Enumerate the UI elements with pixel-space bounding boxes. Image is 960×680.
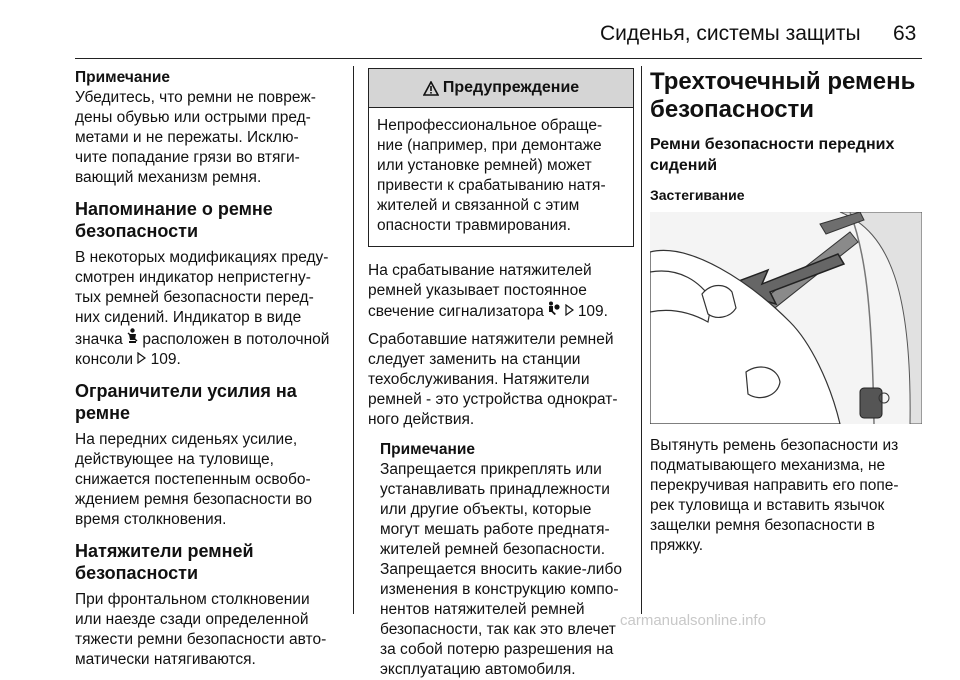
reminder-heading: Напоминание о ремне безопасности: [75, 199, 273, 241]
reminder-paragraph: [75, 248, 345, 370]
limiter-heading: Ограничители усилия на ремне: [75, 381, 297, 423]
section-subtitle: Ремни безопасности передних сидений: [650, 136, 895, 174]
warning-header: [369, 69, 633, 108]
seatbelt-illustration: [650, 212, 922, 424]
reminder-text-1: В некоторых модификациях преду- смотрен индикатор непристегну- тых ремней безопасности перед- них сидений. Индикатор в виде значка: [75, 249, 329, 348]
pretensioner-text: При фронтальном столкновении или наезде сзади определенной тяжести ремни безопасности авто- матически натягиваются.: [75, 591, 327, 668]
warning-triangle-icon: [423, 81, 439, 96]
right-column: [650, 68, 922, 556]
pretensioner-indicator-paragraph: [368, 261, 634, 322]
seatbelt-drawing: [650, 212, 922, 424]
section-title: Трехточечный ремень безопасности: [650, 68, 916, 123]
reminder-page-link[interactable]: 109.: [150, 351, 181, 368]
watermark: carmanualsonline.info: [620, 612, 766, 629]
column-divider-1: [353, 66, 354, 614]
para1-text: На срабатывание натяжителей ремней указывает постоянное свечение сигнализатора: [368, 262, 592, 320]
page-number: 63: [893, 22, 917, 45]
note-text: Убедитесь, что ремни не повреж- дены обувью или острыми пред- метами и не пережаты. Исклю- чите попадание грязи во втяги- вающий механизм ремня.: [75, 89, 316, 186]
middle-note-heading: Примечание: [380, 441, 475, 458]
airbag-warning-icon: [548, 301, 560, 322]
warning-box: [368, 68, 634, 247]
note-heading: Примечание: [75, 69, 170, 86]
column-divider-2: [641, 66, 642, 614]
middle-note: [368, 440, 634, 680]
page-header-title: Сиденья, системы защиты: [600, 22, 861, 45]
pretensioner-heading: Натяжители ремней безопасности: [75, 541, 254, 583]
limiter-text: На передних сиденьях усилие, действующее на туловище, снижается постепенным освобо- ждением ремня безопасности во время столкновения.: [75, 431, 312, 528]
left-column: [75, 68, 345, 670]
page-reference-icon: [137, 350, 146, 370]
illustration-caption: Вытянуть ремень безопасности из подматывающего механизма, не перекручивая направить его попе- рек туловища и вставить язычок защелки ремня безопасности в пряжку.: [650, 437, 899, 554]
para1-page-link[interactable]: 109.: [577, 303, 608, 320]
warning-text: Непрофессиональное обраще- ние (например, при демонтаже или установке ремней) может привести к срабатыванию натя- жителей и связанной с этим опасности травмирования.: [377, 117, 606, 234]
page-reference-icon: [565, 302, 574, 322]
middle-column: [368, 68, 634, 680]
section-subsubtitle: Застегивание: [650, 187, 745, 203]
middle-note-text: Запрещается прикреплять или устанавливать принадлежности или другие объекты, которые могут мешать работе преднатя- жителей ремней безопасности. Запрещается вносить какие-либо изменения в конструкцию компо- нентов натяжителей ремней безопасности, так как это влечет за собой потерю разрешения на эксплуатацию автомобиля.: [380, 461, 622, 678]
warning-title: Предупреждение: [442, 79, 580, 96]
replacement-paragraph: Сработавшие натяжители ремней следует заменить на станции техобслуживания. Натяжители ремней - это устройства однократ- ного действия.: [368, 331, 618, 428]
reminder-text-2: расположен в потолочной консоли: [75, 331, 330, 368]
seatbelt-reminder-icon: [127, 328, 138, 350]
header-rule: [75, 58, 922, 59]
